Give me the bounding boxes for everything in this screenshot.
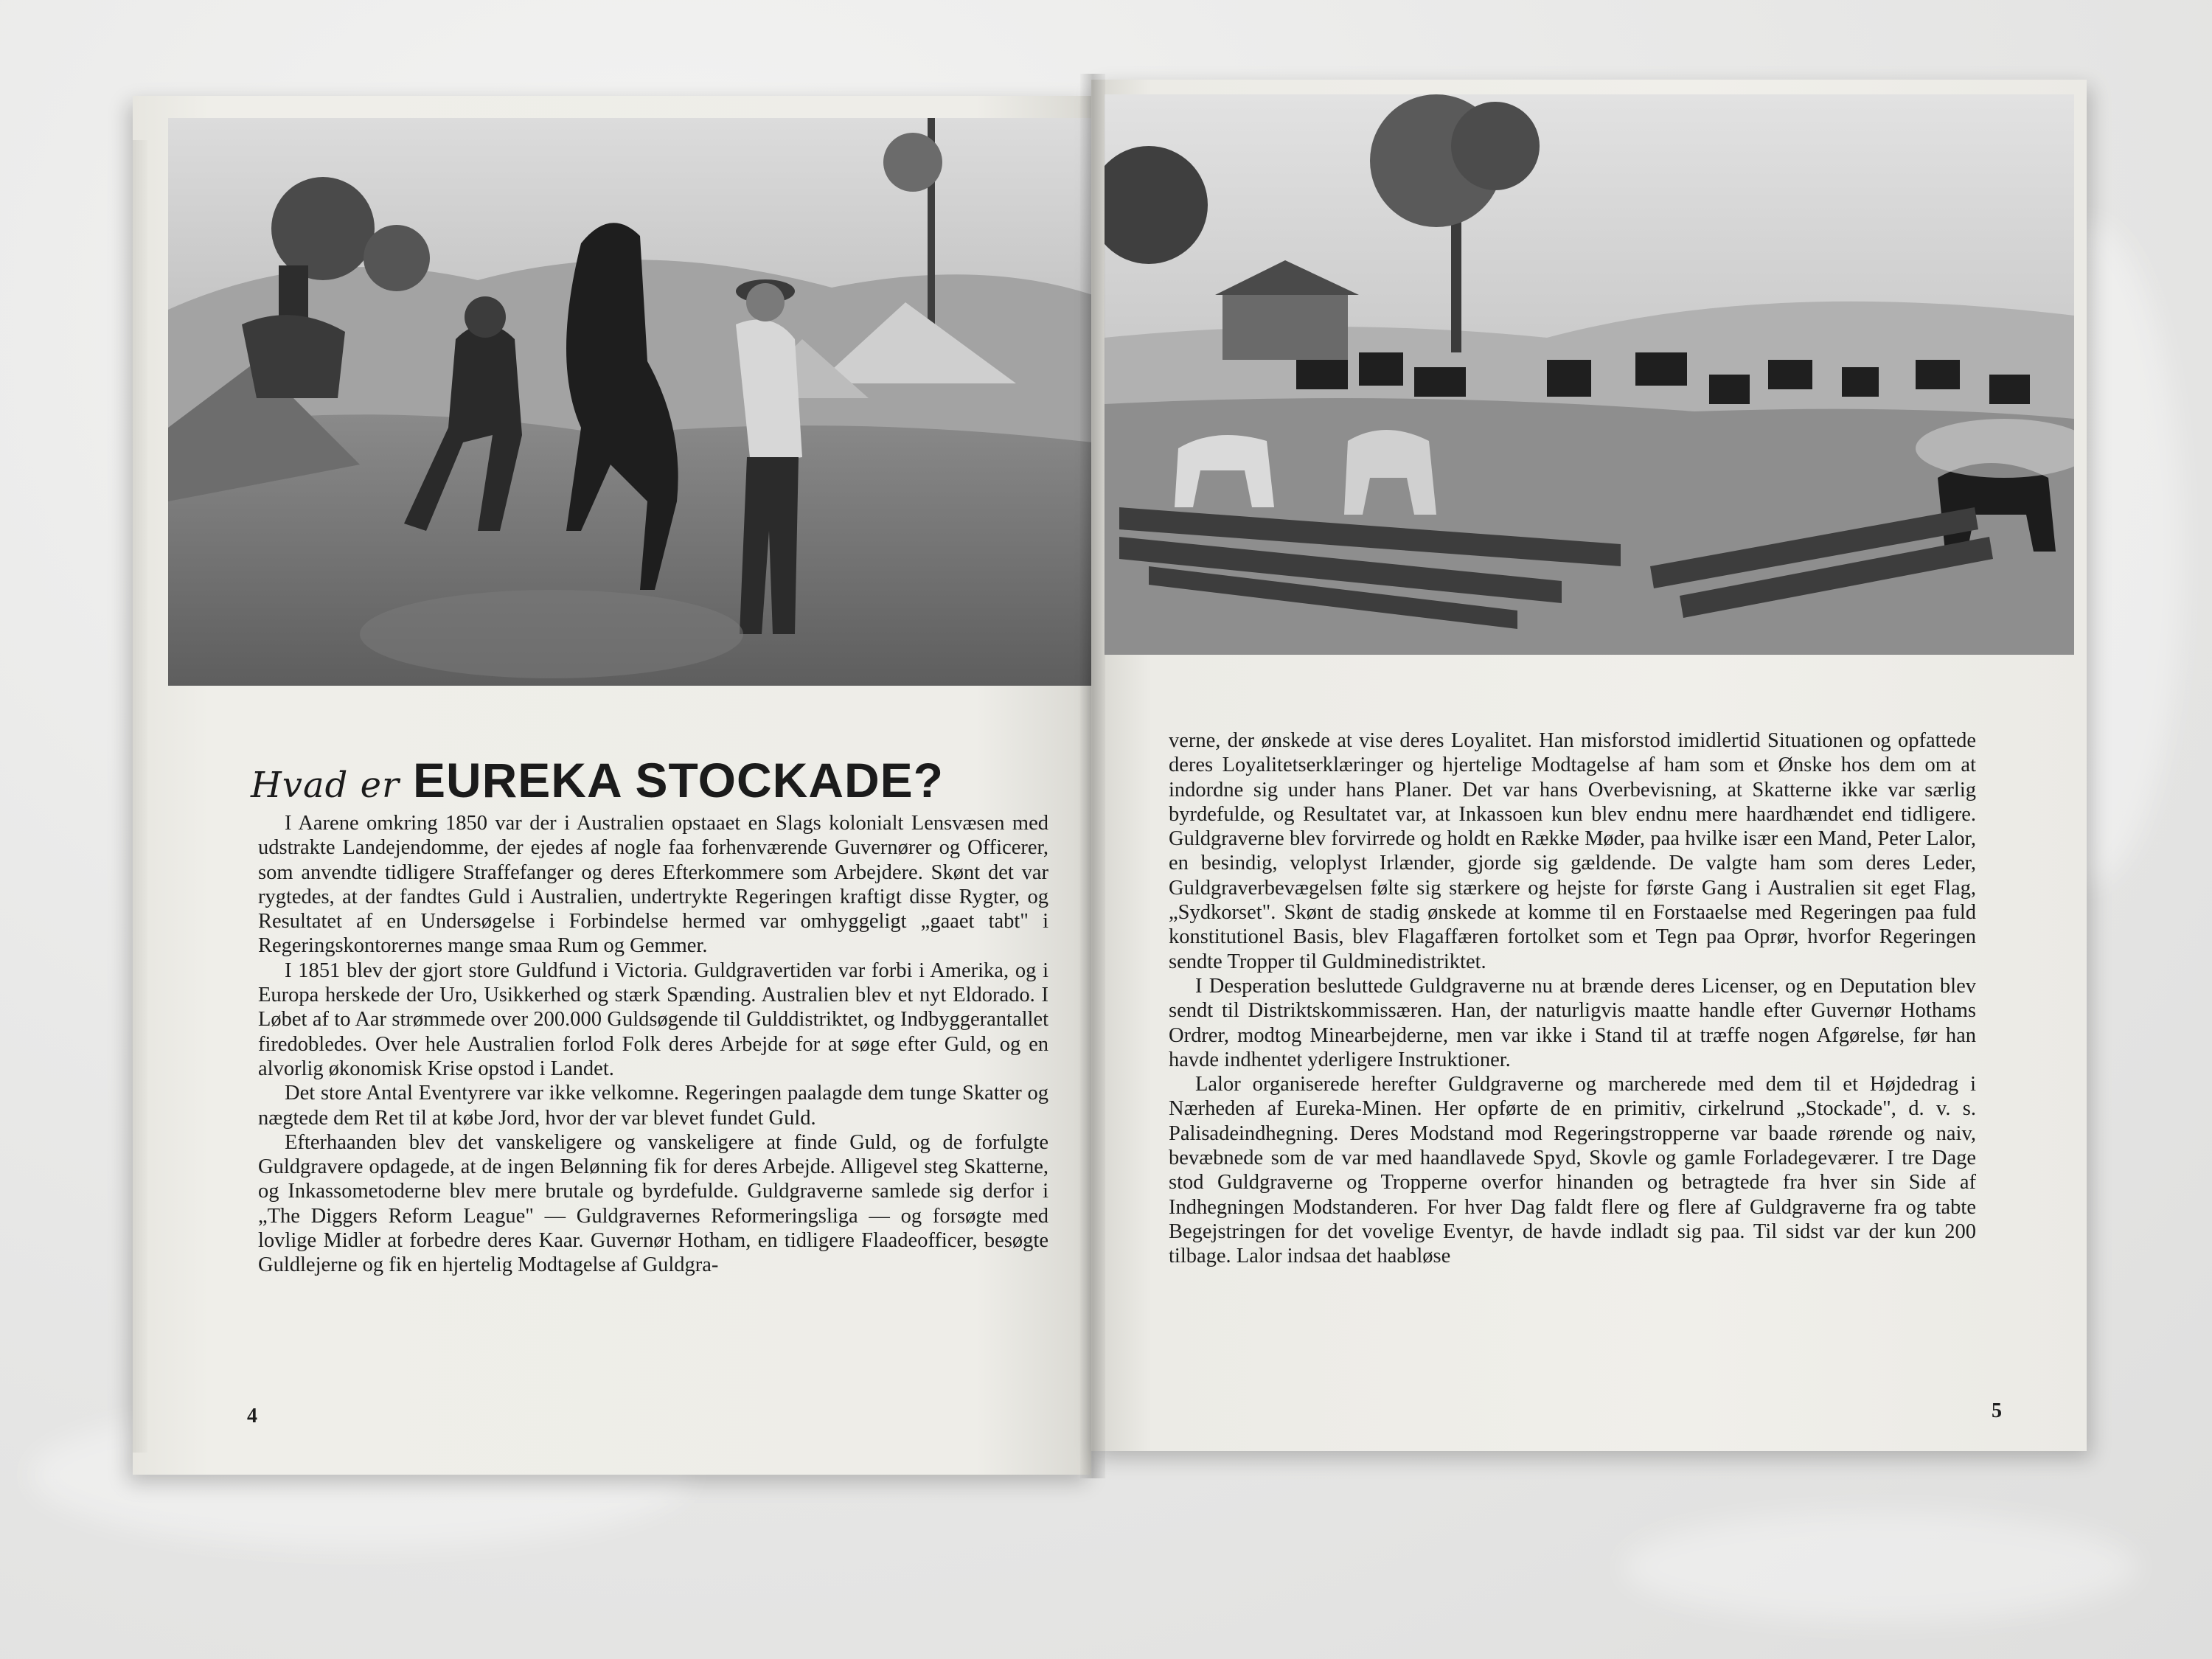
article-title [251,752,944,810]
battle-scene-photo [1105,94,2074,655]
paragraph: verne, der ønskede at vise deres Loyalitet. Han misforstod imidlertid Situationen og opfattede deres Loyalitetserklæringer og hjertelige Modtagelse af ham som et Ønske hos dem om at indordne sig under hans Planer. Det var hans Overbevisning, at Skatterne ikke var særlig byrdefulde, og Resultatet var, at Inkassoen kun blev endnu mere haardhændet end tidligere. Guldgraverne blev forvirrede og holdt en Række Møder, paa hvilke især een Mand, Peter Lalor, en besindig, veloplyst Irlænder, gjorde sig gældende. De valgte ham som deres Leder, Guldgraverbevægelsen følte sig stærkere og hejste for første Gang i Australien sit eget Flag, „Sydkorset". Skønt de stadig ønskede at komme til en Forstaaelse med Regeringen paa fuld konstitutionel Basis, blev Flagaffæren fortolket som et Tegn paa Oprør, hvorfor Regeringen sendte Tropper til Guldminedistriktet. [1169,729,1976,973]
book-gutter [1080,74,1105,1478]
open-booklet [133,74,2087,1475]
page-number-right: 5 [1992,1399,2002,1422]
horse-scene-photo [168,118,1091,686]
right-page [1091,80,2087,1451]
left-text-column [258,811,1048,1278]
battle-scene-illustration [1105,94,2074,655]
horse-scene-illustration [168,118,1091,686]
right-text-column [1169,728,1976,1269]
page-edge-strip [133,140,147,1453]
paragraph: I Aarene omkring 1850 var der i Australien opstaaet en Slags kolonialt Lensvæsen med udstrakte Landejendomme, der ejedes af nogle faa forhenværende Guvernører og Officerer, som anvendte tidligere Straffefanger og deres Efterkommere som Arbejdere. Skønt det var rygtedes, at der fandtes Guld i Australien, undertrykte Regeringen kraftigt disse Rygter, og Resultatet af en Undersøgelse i Forbindelse hermed var omhyggeligt „gaaet tabt" i Regeringskontorernes mange smaa Rum og Gemmer. [258,812,1048,958]
paragraph: Efterhaanden blev det vanskeligere og vanskeligere at finde Guld, og de forfulgte Guldgravere opdagede, at de ingen Belønning fik for deres Arbejde. Alligevel steg Skatterne, og Inkassometoderne blev mere brutale og byrdefulde. Guldgraverne samlede sig derfor i „The Diggers Reform League" — Guldgravernes Reformeringsliga — og forsøgte med lovlige Midler at forbedre deres Kaar. Guvernør Hotham, en tidligere Flaadeofficer, besøgte Guldlejerne og fik en hjertelig Modtagelse af Guldgra- [258,1130,1048,1277]
left-page [133,96,1091,1475]
paragraph: Lalor organiserede herefter Guldgraverne og marcherede med dem til et Højdedrag i Nærheden af Eureka-Minen. Her opførte de en primitiv, cirkelrund „Stockade", d. v. s. Palisadeindhegning. Deres Modstand mod Regeringstropperne var baade rørende og naiv, bevæbnede som de var med haandlavede Spyd, Skovle og gamle Forladegeværer. I tre Dage stod Guldgraverne og Tropperne overfor hinanden og betragtede fra hver sin Side af Indhegningen Modstanderen. For hver Dag faldt flere og flere af Guldgraverne fra og tabte Begejstringen for det vovelige Eventyr, de havde indladt sig paa. Til sidst var der kun 200 tilbage. Lalor indsaa det haabløse [1169,1073,1976,1268]
paragraph: Det store Antal Eventyrere var ikke velkomne. Regeringen paalagde dem tunge Skatter og nægtede dem Ret til at købe Jord, hvor der var blevet fundet Guld. [258,1082,1048,1130]
title-main: EUREKA STOCKADE? [412,753,944,807]
page-number-left: 4 [247,1405,257,1427]
title-prefix: Hvad er [251,765,400,806]
paragraph: I 1851 blev der gjort store Guldfund i Victoria. Guldgravertiden var forbi i Amerika, og i Europa herskede der Uro, Usikkerhed og stærk Spænding. Australien blev et nyt Eldorado. I Løbet af to Aar strømmede over 200.000 Guldsøgende til Gulddistriktet, og Indbyggerantallet firedobledes. Over hele Australien forlod Folk deres Arbejde for at søge efter Guld, og en alvorlig økonomisk Krise opstod i Landet. [258,959,1048,1080]
paragraph: I Desperation besluttede Guldgraverne nu at brænde deres Licenser, og en Deputation blev sendt til Distriktskommissæren. Han, der naturligvis maatte handle efter Guvernør Hothams Ordrer, modtog Minearbejderne, men var ikke i Stand til at træffe nogen Afgørelse, før han havde indhentet yderligere Instruktioner. [1169,974,1976,1071]
